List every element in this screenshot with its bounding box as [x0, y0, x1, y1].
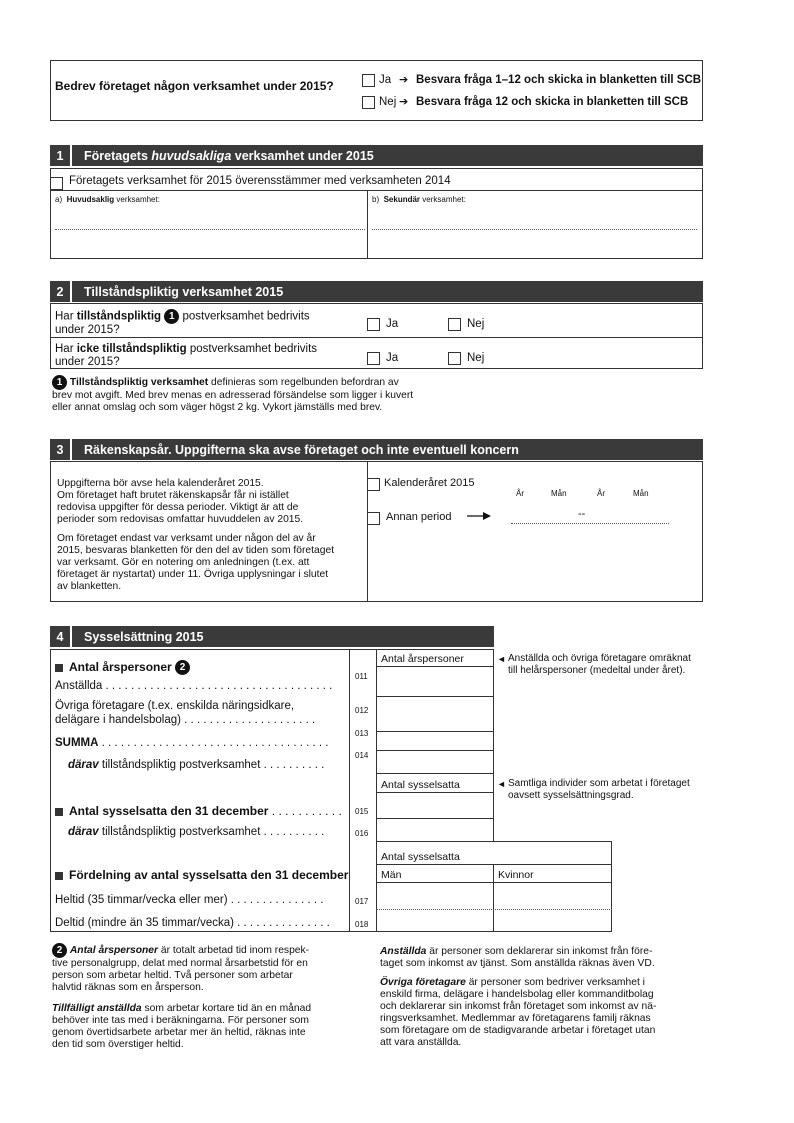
- temporary-staff-note: Tillfälligt anställda som arbetar kortare tid än en månad behöver inte tas med i beräkningarna. För personer som genom övertidsarbete arbetar mer än heltid, räknas inte den tid som överstiger heltid.: [52, 1003, 312, 1050]
- section-1-title: Företagets huvudsakliga verksamhet under 2015: [84, 148, 374, 163]
- section-2-number: 2: [50, 281, 72, 302]
- footnote-2-icon: 2: [175, 660, 190, 675]
- section-1-number: 1: [50, 145, 72, 166]
- fte-side-note: Anställda och övriga företagare omräknat till helårspersoner (medeltal under året).: [508, 653, 691, 676]
- divider: [376, 773, 494, 774]
- activity-nej-instruction: Besvara fråga 12 och skicka in blanketten till SCB: [416, 96, 689, 108]
- period-input[interactable]: [511, 523, 669, 524]
- side-arrow-icon: ◄: [497, 654, 506, 664]
- owners-definition-note: Övriga företagare är personer som bedriver verksamhet i enskild firma, delägare i handelsbolag eller kommanditbolag och deklarerar sin inkomst från företaget som inkomst av nä- ringsverksamhet. Medlemmar av företagarens familj räknas som företagare om de stadigvarande arbetar i företaget utan att vara anställda.: [380, 977, 657, 1048]
- divider: [376, 864, 612, 865]
- code-013: 013: [355, 729, 369, 738]
- main-activity-input[interactable]: [55, 229, 365, 230]
- secondary-activity-input[interactable]: [372, 229, 697, 230]
- section-2-header: [50, 281, 703, 302]
- fiscal-year-info-2: Om företaget endast var verksamt under någon del av år 2015, besvaras blanketten för den del av tiden som företaget var verksamt. Gör en notering om anledningen (t.ex. att företaget är nystartat) under 11. Övriga upplysningar i slutet av blanketten.: [57, 533, 335, 592]
- divider: [349, 649, 350, 932]
- unlicensed-ja-checkbox[interactable]: [367, 352, 380, 365]
- employed-heading: Antal sysselsatta den 31 december . . . . . . . . . . .: [55, 804, 342, 818]
- side-arrow-icon: ◄: [497, 779, 506, 789]
- licensed-nej-label: Nej: [467, 318, 485, 330]
- square-bullet-icon: [55, 872, 63, 880]
- divider: [493, 773, 494, 841]
- women-column-header: Kvinnor: [498, 869, 534, 881]
- code-011: 011: [355, 672, 368, 681]
- input-017-women[interactable]: [494, 883, 611, 909]
- activity-ja-instruction: Besvara fråga 1–12 och skicka in blanketten till SCB: [416, 74, 702, 86]
- footnote-1-icon: 1: [52, 375, 67, 390]
- input-012[interactable]: [377, 697, 493, 731]
- code-016: 016: [355, 829, 369, 838]
- section-4-header: [50, 626, 494, 647]
- divider: [376, 841, 612, 842]
- divider: [367, 190, 368, 259]
- section-1-header: [50, 145, 703, 166]
- distribution-heading: Fördelning av antal sysselsatta den 31 december: [55, 868, 348, 882]
- divider: [50, 931, 612, 932]
- calendar-year-checkbox[interactable]: [367, 478, 380, 491]
- input-011[interactable]: [377, 667, 493, 696]
- parttime-label: Deltid (mindre än 35 timmar/vecka) . . . . . . . . . . . . . . .: [55, 917, 330, 929]
- section-3-title: Räkenskapsår. Uppgifterna ska avse företaget och inte eventuell koncern: [84, 442, 519, 457]
- divider: [50, 649, 376, 650]
- section-3-number: 3: [50, 439, 72, 460]
- employed-column-header: Antal sysselsatta: [381, 779, 460, 791]
- square-bullet-icon: [55, 664, 63, 672]
- input-015[interactable]: [377, 793, 493, 818]
- input-018-women[interactable]: [494, 910, 611, 931]
- divider: [50, 190, 703, 191]
- arrow-icon: ➔: [399, 96, 409, 108]
- activity-nej-label: Nej: [379, 96, 397, 108]
- divider: [50, 649, 51, 932]
- licensed-ja-label: Ja: [386, 318, 399, 330]
- secondary-activity-label: b) Sekundär verksamhet:: [372, 195, 466, 204]
- same-activity-label: Företagets verksamhet för 2015 överensstämmer med verksamheten 2014: [69, 175, 451, 187]
- employed-side-note: Samtliga individer som arbetat i företaget oavsett sysselsättningsgrad.: [508, 778, 690, 801]
- divider: [493, 649, 494, 773]
- employees-label: Anställda . . . . . . . . . . . . . . . . . . . . . . . . . . . . . . . . . . . .: [55, 680, 333, 692]
- fte-column-header: Antal årspersoner: [381, 653, 464, 665]
- code-017: 017: [355, 897, 369, 906]
- unlicensed-nej-label: Nej: [467, 352, 485, 364]
- same-activity-checkbox[interactable]: [50, 177, 63, 190]
- employees-definition-note: Anställda är personer som deklarerar sin inkomst från före- taget som inkomst av tjänst. Som anställda räknas även VD.: [380, 946, 655, 969]
- main-activity-label: a) Huvudsaklig verksamhet:: [55, 195, 160, 204]
- divider: [611, 841, 612, 932]
- to-month-label: Mån: [633, 489, 649, 498]
- square-bullet-icon: [55, 808, 63, 816]
- input-013[interactable]: [377, 732, 493, 750]
- code-014: 014: [355, 751, 369, 760]
- section-4-number: 4: [50, 626, 72, 647]
- unlicensed-question: Har icke tillståndspliktig postverksamhet bedrivits under 2015?: [55, 343, 318, 368]
- unlicensed-nej-checkbox[interactable]: [448, 352, 461, 365]
- period-separator: --: [578, 508, 586, 520]
- licensed-employed-label: därav tillståndspliktig postverksamhet . . . . . . . . . .: [68, 826, 325, 838]
- licensed-ja-checkbox[interactable]: [367, 318, 380, 331]
- input-016[interactable]: [377, 819, 493, 841]
- fiscal-year-info-1: Uppgifterna bör avse hela kalenderåret 2015. Om företaget haft brutet räkenskapsår får ni istället redovisa uppgifter för dessa perioder. Viktigt är att de perioder som redovisas omfattar huvuddelen av 2015.: [57, 478, 304, 525]
- input-018-men[interactable]: [377, 910, 493, 931]
- input-017-men[interactable]: [377, 883, 493, 909]
- arrow-right-icon: [467, 511, 491, 521]
- section-3-header: [50, 439, 703, 460]
- calendar-year-label: Kalenderåret 2015: [384, 477, 475, 489]
- input-014[interactable]: [377, 751, 493, 773]
- distribution-column-header: Antal sysselsatta: [381, 851, 460, 863]
- other-period-label: Annan period: [386, 511, 452, 523]
- other-owners-label: Övriga företagare (t.ex. enskilda näringsidkare, delägare i handelsbolag) . . . . . . . . . . . . . . . . . . . . .: [55, 700, 316, 726]
- section-2-title: Tillståndspliktig verksamhet 2015: [84, 284, 284, 299]
- divider: [50, 337, 703, 338]
- from-year-label: År: [516, 489, 524, 498]
- activity-ja-checkbox[interactable]: [362, 74, 375, 87]
- licensed-question: Har tillståndspliktig 1 postverksamhet bedrivits under 2015?: [55, 310, 310, 336]
- fulltime-label: Heltid (35 timmar/vecka eller mer) . . . . . . . . . . . . . . .: [55, 894, 324, 906]
- code-012: 012: [355, 706, 369, 715]
- licensed-fte-label: därav tillståndspliktig postverksamhet . . . . . . . . . .: [68, 759, 325, 771]
- licensed-footnote: 1 Tillståndspliktig verksamhet definieras som regelbunden befordran av brev mot avgift. Med brev menas en adresserad försändelse som ligger i kuvert eller annat omslag och som väger högst 2 kg. Vykort jämställs med brev.: [52, 376, 414, 413]
- code-018: 018: [355, 920, 369, 929]
- fte-definition-note: 2 Antal årspersoner är totalt arbetad tid inom respek- tive personalgrupp, delat med normal årsarbetstid för en person som arbetar heltid. Två personer som arbetar halvtid räknas som en årsperson.: [52, 944, 310, 993]
- activity-ja-label: Ja: [379, 74, 392, 86]
- men-column-header: Män: [381, 869, 402, 881]
- arrow-icon: ➔: [399, 74, 409, 86]
- to-year-label: År: [597, 489, 605, 498]
- activity-nej-checkbox[interactable]: [362, 96, 375, 109]
- footnote-1-icon: 1: [164, 309, 179, 324]
- activity-question: Bedrev företaget någon verksamhet under 2015?: [55, 79, 334, 93]
- other-period-checkbox[interactable]: [367, 512, 380, 525]
- fte-heading: Antal årspersoner 2: [55, 660, 190, 675]
- total-label: SUMMA . . . . . . . . . . . . . . . . . . . . . . . . . . . . . . . . . . . .: [55, 737, 329, 749]
- unlicensed-ja-label: Ja: [386, 352, 399, 364]
- footnote-2-icon: 2: [52, 943, 67, 958]
- licensed-nej-checkbox[interactable]: [448, 318, 461, 331]
- section-4-title: Sysselsättning 2015: [84, 629, 204, 644]
- code-015: 015: [355, 807, 369, 816]
- from-month-label: Mån: [551, 489, 567, 498]
